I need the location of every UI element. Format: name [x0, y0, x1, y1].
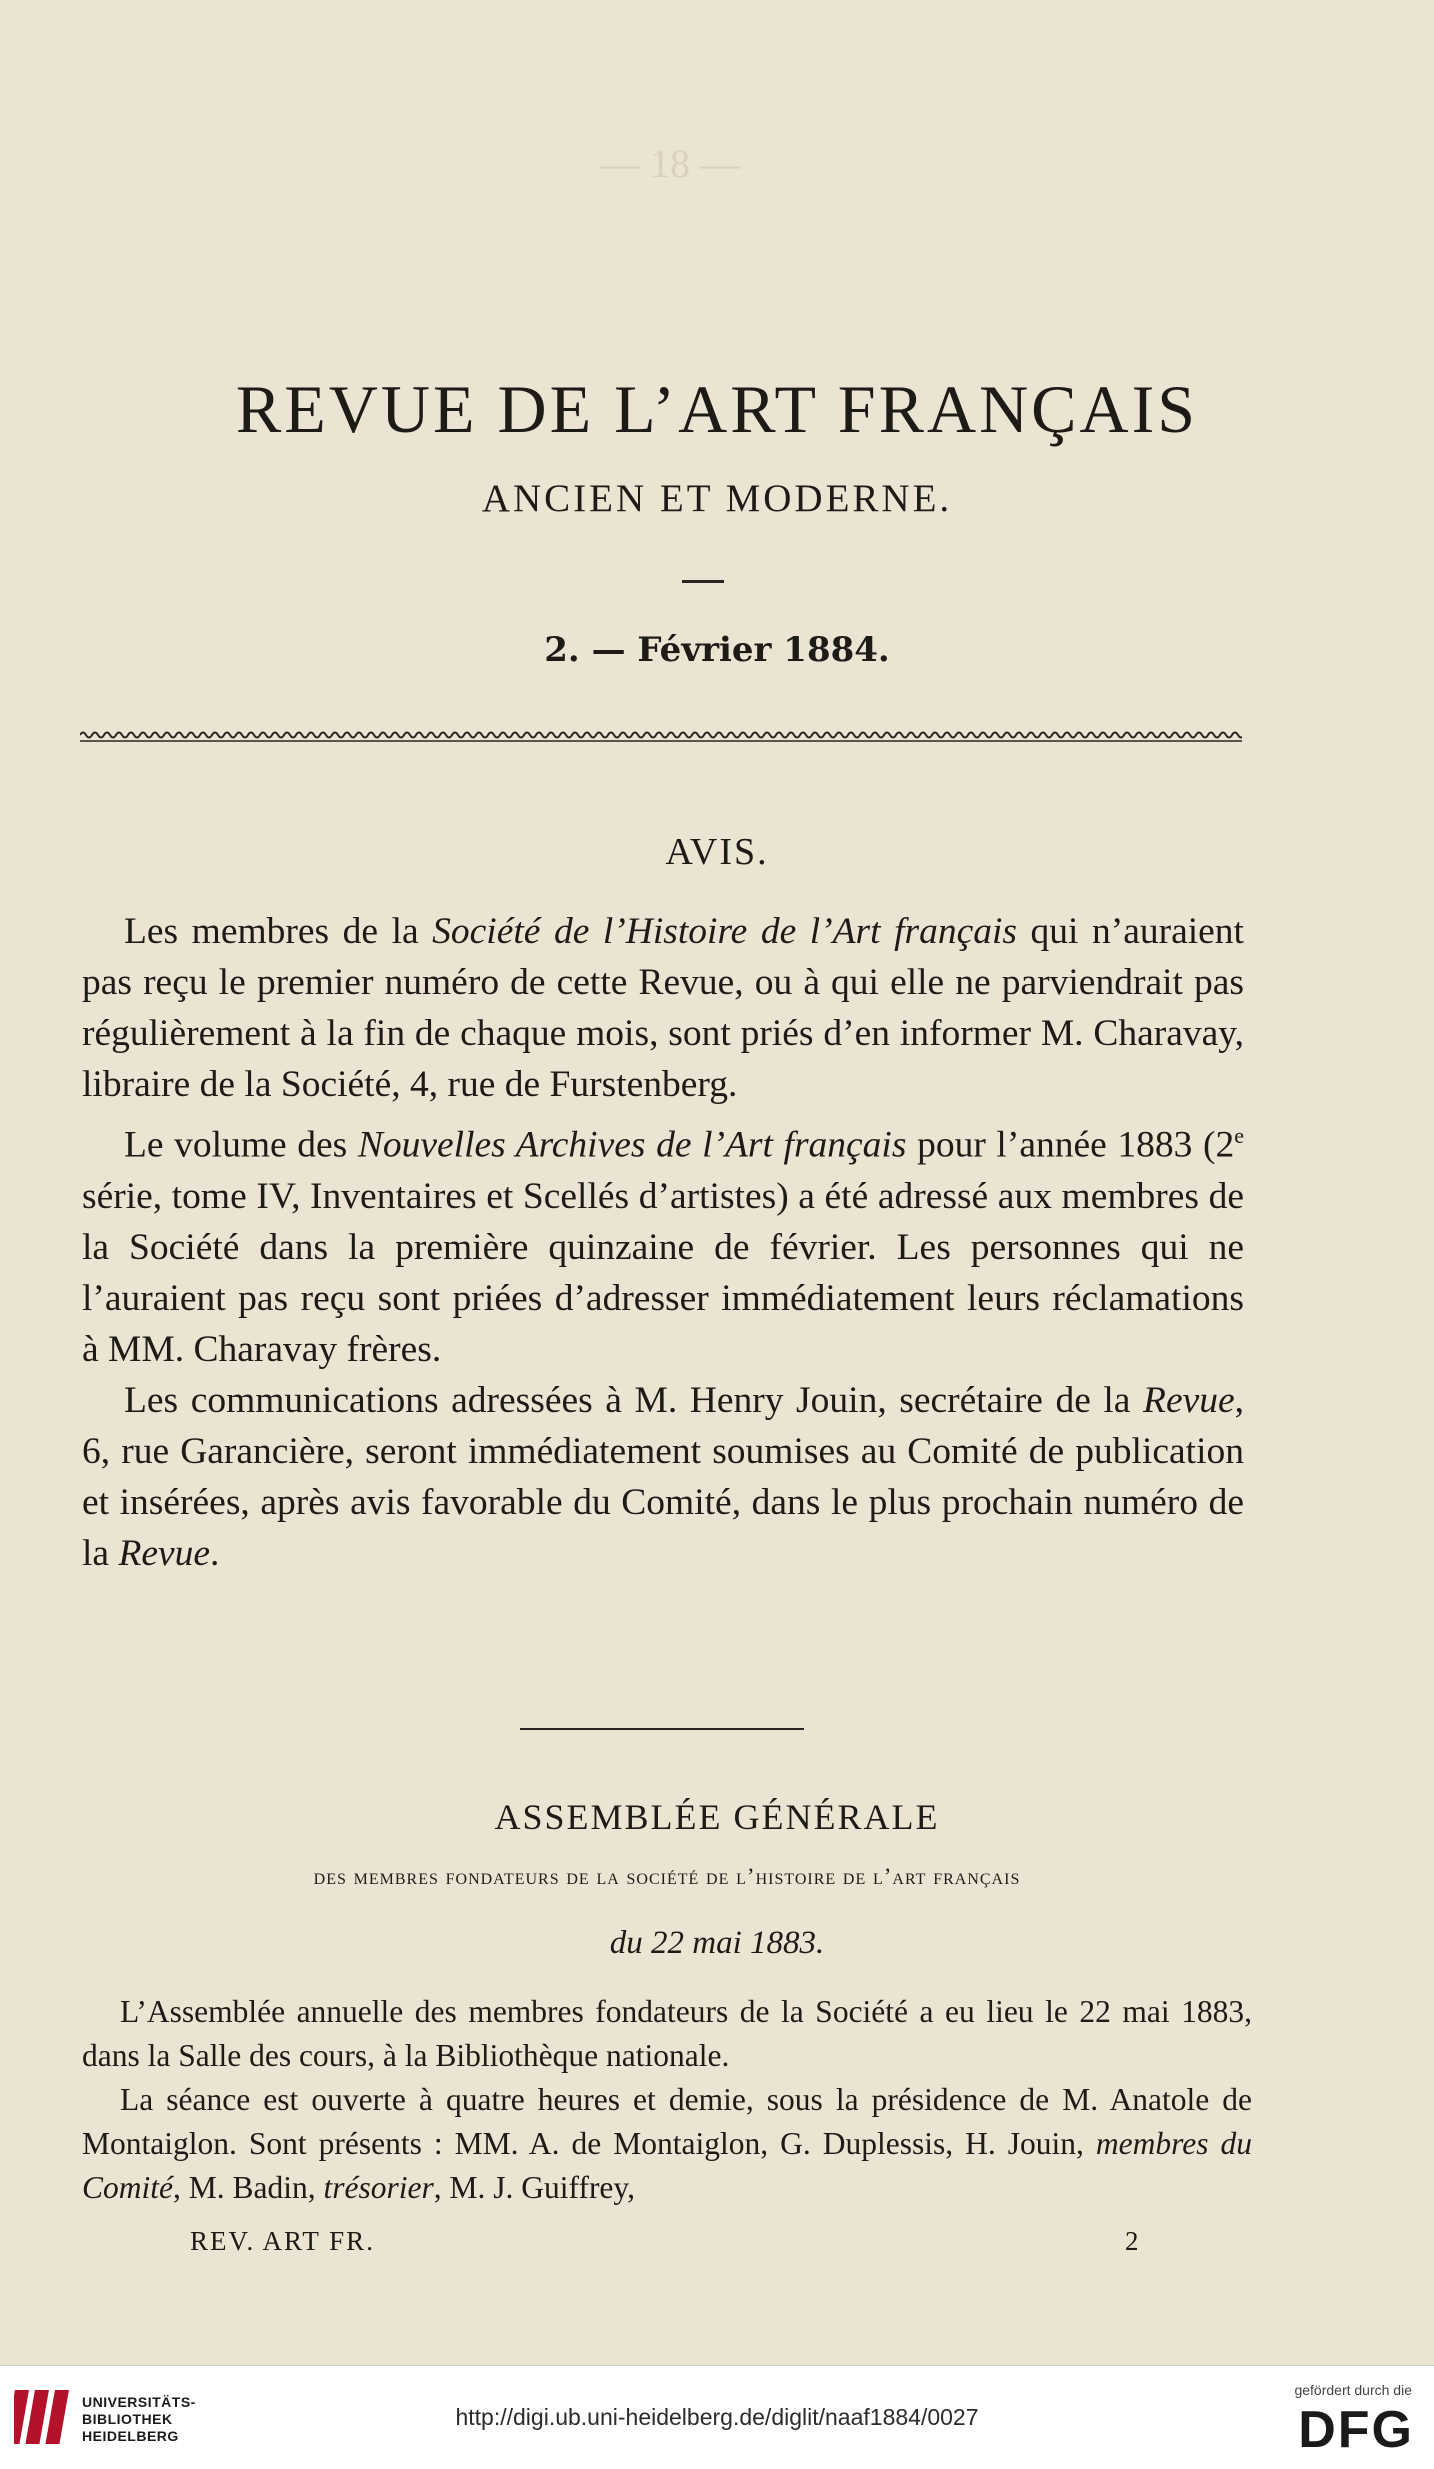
- journal-title: REVUE DE L’ART FRANÇAIS: [235, 371, 1199, 447]
- avis-heading: AVIS.: [665, 831, 769, 873]
- title-rule: [682, 580, 724, 583]
- permalink-url[interactable]: http://digi.ub.uni-heidelberg.de/diglit/naaf1884/0027: [455, 2404, 979, 2430]
- assemblee-date: du 22 mai 1883.: [609, 1925, 825, 1961]
- text-run: , M. Badin,: [173, 2170, 324, 2205]
- viewer-footer-bar: [0, 2365, 1434, 2469]
- library-name-line: UNIVERSITÄTS-: [82, 2394, 196, 2410]
- funded-by-label: gefördert durch die: [1294, 2382, 1412, 2398]
- signature-mark: REV. ART FR.: [190, 2226, 375, 2256]
- superscript: e: [1234, 1123, 1244, 1148]
- assemblee-heading: ASSEMBLÉE GÉNÉRALE: [494, 1797, 940, 1837]
- text-run: Les communications adressées à M. Henry Jouin, secrétaire de la: [124, 1379, 1144, 1421]
- wavy-divider: [80, 728, 1242, 744]
- text-run: , 6, rue Garancière, seront immédiatement soumises au Comité de publication et insérées, après avis favorable du Comité, dans le plus prochain numéro de la: [82, 1379, 1244, 1574]
- sheet-number: 2: [1125, 2226, 1139, 2256]
- avis-paragraph-2: [82, 1110, 1244, 1375]
- library-name-line: BIBLIOTHEK: [82, 2411, 173, 2427]
- text-run: série, tome IV, Inventaires et Scellés d’artistes) a été adressé aux membres de la Société dans la première quinzaine de février. Les personnes qui ne l’auraient pas reçu sont priées d’adresser immédiatement leurs réclamations à MM. Charavay frères.: [82, 1175, 1244, 1370]
- avis-text: [82, 906, 1244, 1579]
- journal-subtitle: ANCIEN ET MODERNE.: [481, 477, 953, 520]
- text-run: La séance est ouverte à quatre heures et demie, sous la présidence de M. Anatole de Montaiglon. Sont présents : MM. A. de Montaiglon, G. Duplessis, H. Jouin,: [82, 2082, 1252, 2161]
- text-run: Les membres de la: [124, 911, 433, 952]
- assemblee-paragraph-2: [82, 2078, 1252, 2210]
- text-run: pour l’année 1883 (2: [906, 1124, 1235, 1166]
- italic-revue: Revue: [1143, 1379, 1235, 1421]
- assemblee-text: [82, 1990, 1252, 2210]
- assemblee-paragraph-1: L’Assemblée annuelle des membres fondateurs de la Société a eu lieu le 22 mai 1883, dans la Salle des cours, à la Bibliothèque nationale.: [82, 1994, 1252, 2073]
- italic-role: trésorier: [323, 2170, 434, 2205]
- dfg-logo[interactable]: DFG: [1298, 2401, 1414, 2459]
- italic-society-name: Société de l’Histoire de l’Art français: [432, 911, 1018, 952]
- text-run: qui n’auraient pas reçu le premier numéro de cette Revue, ou à qui elle ne parviendrait pas régulièrement à la fin de chaque mois, sont priés d’en informer M. Charavay, libraire de la Société, 4, rue de Furstenberg.: [82, 911, 1244, 1105]
- avis-paragraph-3: [82, 1375, 1244, 1579]
- text-run: .: [210, 1532, 220, 1574]
- italic-role: membres du Comité: [82, 2126, 1252, 2205]
- issue-line: 2. — Février 1884.: [544, 630, 890, 670]
- library-name-line: HEIDELBERG: [82, 2428, 179, 2444]
- bleed-through-folio: — 18 —: [600, 141, 740, 186]
- avis-paragraph-1: [82, 906, 1244, 1110]
- text-run: Le volume des: [124, 1124, 358, 1166]
- italic-publication-title: Nouvelles Archives de l’Art français: [357, 1124, 907, 1166]
- section-rule: [520, 1728, 804, 1730]
- italic-revue: Revue: [118, 1532, 211, 1574]
- text-run: , M. J. Guiffrey,: [433, 2170, 635, 2205]
- assemblee-subheading: des membres fondateurs de la société de l’histoire de l’art français: [313, 1864, 1021, 1889]
